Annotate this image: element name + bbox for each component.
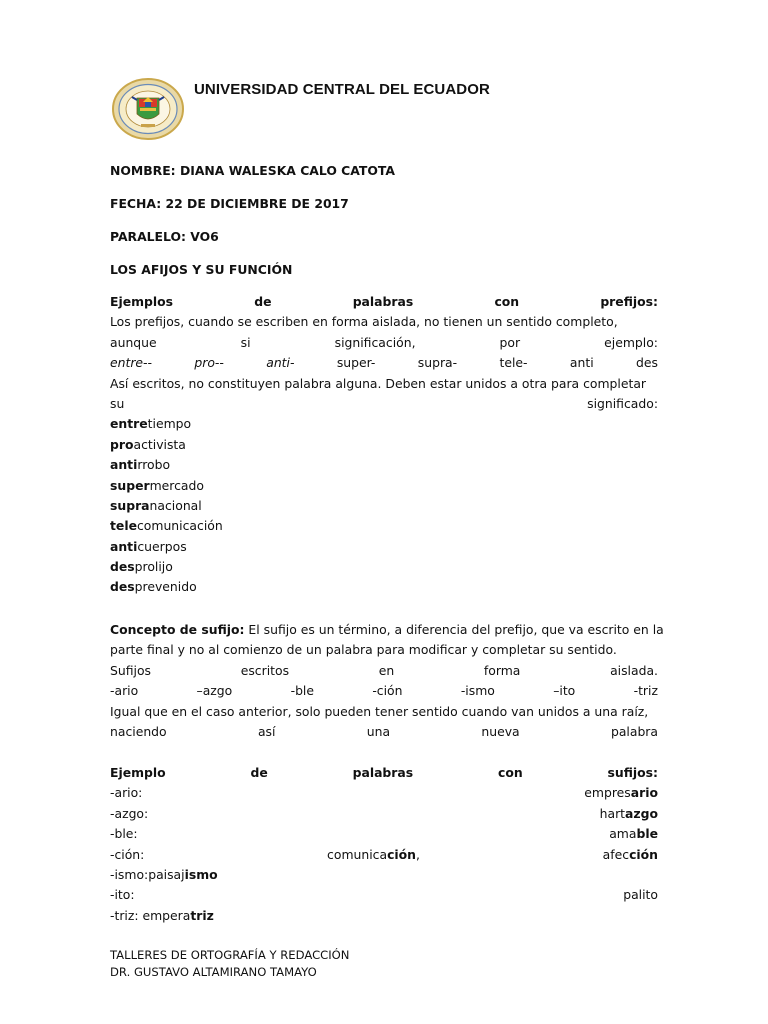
suffix-example-cion xyxy=(110,845,658,865)
prefix-example-item xyxy=(110,476,658,496)
suffix-label: -ario: xyxy=(110,785,143,801)
root: comunicación xyxy=(136,518,223,534)
paralelo: PARALELO: VO6 xyxy=(110,229,219,244)
prefix-example-item xyxy=(110,455,658,475)
title-block xyxy=(110,260,658,280)
root: tiempo xyxy=(147,416,192,432)
prefix: tele- xyxy=(499,355,528,371)
suffix-example-ario xyxy=(110,783,658,803)
example-word xyxy=(327,845,420,865)
suffix: ismo xyxy=(184,866,218,882)
word: escritos xyxy=(240,662,290,678)
example-word xyxy=(609,824,658,844)
word: significación, xyxy=(334,334,416,350)
root: paisaj xyxy=(148,866,185,882)
suffix-example-ito xyxy=(110,885,658,905)
word: palabras xyxy=(352,765,414,780)
prefijos-after-line1: Así escritos, no constituyen palabra alguna. Deben estar unidos a otra para completar xyxy=(110,375,647,391)
prefix-list-line xyxy=(110,353,658,373)
root: nacional xyxy=(149,497,202,513)
sufijo-line6 xyxy=(110,722,658,742)
sufijos-examples-section xyxy=(110,763,658,926)
word: por xyxy=(499,334,521,350)
example-word xyxy=(603,845,658,865)
suffix-example-triz xyxy=(110,906,658,926)
suffix-label: -ito: xyxy=(110,887,135,903)
footer-line2: DR. GUSTAVO ALTAMIRANO TAMAYO xyxy=(110,964,317,979)
word: una xyxy=(366,723,391,739)
word: en xyxy=(378,662,395,678)
suffix: ario xyxy=(630,785,658,801)
sufijos-heading xyxy=(110,763,658,783)
root: hart xyxy=(599,805,626,821)
word: Ejemplos xyxy=(110,294,174,309)
suffix-label: -azgo: xyxy=(110,805,149,821)
prefix: pro-- xyxy=(194,355,224,371)
prefix: entre-- xyxy=(110,355,152,371)
prefijos-section xyxy=(110,292,658,598)
word: sufijos: xyxy=(607,765,658,780)
suffix-label: -triz: xyxy=(110,907,139,923)
text: El sufijo es un término, a diferencia del prefijo, que va escrito en la xyxy=(244,622,664,637)
root: empera xyxy=(138,907,191,923)
word: significado: xyxy=(587,395,658,411)
prefijos-intro-line2 xyxy=(110,333,658,353)
suffix-label: -ble: xyxy=(110,826,138,842)
word: con xyxy=(497,765,523,780)
suffix-example-ismo xyxy=(110,865,658,885)
root: ama xyxy=(609,826,637,842)
prefix: super- xyxy=(336,355,376,371)
prefix: supra- xyxy=(417,355,458,371)
word: Ejemplo xyxy=(110,765,166,780)
prefix: entre xyxy=(110,416,148,432)
suffix: -triz xyxy=(633,683,658,699)
word: Sufijos xyxy=(110,662,152,678)
prefix: anti xyxy=(569,355,594,371)
sufijo-concept-line1 xyxy=(110,620,664,640)
word: aislada. xyxy=(610,662,658,678)
prefix: anti- xyxy=(266,355,295,371)
date: FECHA: 22 DE DICIEMBRE DE 2017 xyxy=(110,196,349,211)
suffix-list-line xyxy=(110,681,658,701)
root: afec xyxy=(602,846,630,862)
root: prolijo xyxy=(134,559,173,575)
suffix: triz xyxy=(190,907,214,923)
prefix-example-item xyxy=(110,537,658,557)
root: prevenido xyxy=(134,579,197,595)
sufijo-concept-line3 xyxy=(110,661,658,681)
suffix: -ción xyxy=(372,683,403,699)
word: de xyxy=(250,765,268,780)
prefix: anti xyxy=(110,457,138,473)
word: así xyxy=(257,723,276,739)
prefix-example-item xyxy=(110,496,658,516)
word: su xyxy=(110,395,125,411)
word: palabra xyxy=(610,723,658,739)
root: mercado xyxy=(149,477,204,493)
paralelo-block xyxy=(110,227,658,247)
example-word xyxy=(600,804,658,824)
sufijo-section xyxy=(110,620,664,742)
root: activista xyxy=(133,436,186,452)
suffix: azgo xyxy=(625,805,658,821)
suffix-label: -ción: xyxy=(110,846,145,862)
student-name: NOMBRE: DIANA WALESKA CALO CATOTA xyxy=(110,163,395,178)
word: ejemplo: xyxy=(604,334,658,350)
suffix: ble xyxy=(636,826,658,842)
word: forma xyxy=(483,662,521,678)
root: rrobo xyxy=(137,457,171,473)
prefix: des xyxy=(110,579,135,595)
prefix: des xyxy=(110,559,135,575)
suffix: -ble xyxy=(290,683,314,699)
prefix-example-item xyxy=(110,516,658,536)
word: de xyxy=(254,294,272,309)
sufijo-concept-line2: parte final y no al comienzo de un palabra para modificar y completar su sentido. xyxy=(110,642,617,658)
word: aunque xyxy=(110,334,157,350)
word: si xyxy=(240,334,251,350)
prefijos-after-line2 xyxy=(110,394,658,414)
sufijo-line5: Igual que en el caso anterior, solo pueden tener sentido cuando van unidos a una raíz, xyxy=(110,703,649,719)
footer-line1: TALLERES DE ORTOGRAFÍA Y REDACCIÓN xyxy=(110,948,350,962)
document-title: LOS AFIJOS Y SU FUNCIÓN xyxy=(110,262,293,277)
word: naciendo xyxy=(110,723,167,739)
word: prefijos: xyxy=(600,294,658,309)
prefix: pro xyxy=(110,436,134,452)
suffix-label: -ismo: xyxy=(110,866,149,882)
date-block xyxy=(110,194,658,214)
prefix-example-item xyxy=(110,557,658,577)
punctuation: , xyxy=(416,846,420,862)
prefijos-intro-line1: Los prefijos, cuando se escriben en forma aislada, no tienen un sentido completo, xyxy=(110,314,618,330)
prefix-example-item xyxy=(110,414,658,434)
suffix-example-azgo xyxy=(110,804,658,824)
suffix: –ito xyxy=(553,683,576,699)
suffix: -ismo xyxy=(460,683,495,699)
prefijos-heading xyxy=(110,292,658,312)
suffix: ción xyxy=(387,846,417,862)
root: comunica xyxy=(327,846,388,862)
suffix-example-ble xyxy=(110,824,658,844)
word: palabras xyxy=(352,294,414,309)
prefix-example-item xyxy=(110,577,658,597)
sufijo-concept-label: Concepto de sufijo: xyxy=(110,622,245,637)
word: con xyxy=(494,294,520,309)
student-info xyxy=(110,161,658,181)
suffix: ción xyxy=(629,846,658,862)
suffix: –azgo xyxy=(196,683,233,699)
example-word: palito xyxy=(623,887,658,903)
university-title: UNIVERSIDAD CENTRAL DEL ECUADOR xyxy=(194,81,490,98)
prefix-example-item xyxy=(110,435,658,455)
root: cuerpos xyxy=(137,538,187,554)
prefix: des xyxy=(636,355,658,371)
prefix: anti xyxy=(110,538,138,554)
example-word xyxy=(584,783,658,803)
word: nueva xyxy=(481,723,520,739)
prefix-examples-list xyxy=(110,414,658,598)
root: empres xyxy=(584,785,631,801)
university-seal-icon xyxy=(112,78,184,140)
prefix: super xyxy=(110,477,150,493)
prefix: supra xyxy=(110,497,150,513)
footer xyxy=(110,947,349,980)
prefix: tele xyxy=(110,518,137,534)
suffix: -ario xyxy=(110,683,139,699)
